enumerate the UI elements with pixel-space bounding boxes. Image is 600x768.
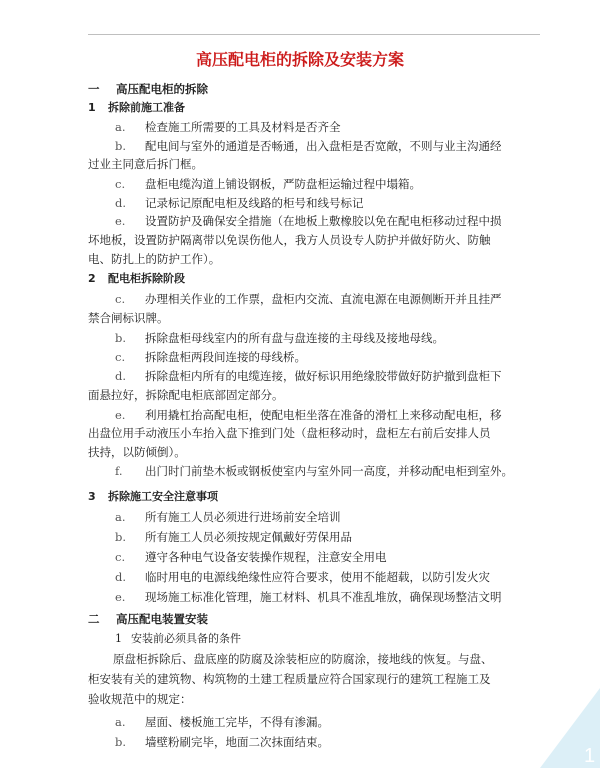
safety-list-item: [115, 570, 490, 584]
item-text: 所有施工人员必须按规定佩戴好劳保用品: [145, 530, 352, 544]
list-marker: c.: [115, 292, 126, 306]
page-title: 高压配电柜的拆除及安装方案: [195, 50, 404, 69]
list-marker: e.: [115, 590, 126, 604]
section-1-2-heading: [88, 272, 185, 286]
item-text: 墙壁粉刷完毕，地面二次抹面结束。: [145, 735, 329, 749]
list-marker: a.: [115, 120, 126, 134]
section-1-3-heading-title: 拆除施工安全注意事项: [108, 490, 218, 503]
removal-list-item: [115, 464, 513, 478]
section-2-heading-number: 二: [88, 612, 100, 626]
section-1-1-heading-title: 拆除前施工准备: [108, 101, 185, 114]
section-2-heading: [88, 612, 208, 626]
section-2-1-heading: [115, 632, 241, 646]
item-text: 设置防护及确保安全措施（在地板上敷橡胶以免在配电柜移动过程中损: [145, 214, 502, 228]
section-1-1-heading: [88, 101, 185, 115]
item-text: 记录标记原配电柜及线路的柜号和线号标记: [145, 196, 364, 210]
prep-list-item: [115, 120, 341, 134]
section-1-3-heading: [88, 490, 218, 504]
list-marker: d.: [115, 369, 127, 383]
item-text: 拆除盘柜两段间连接的母线桥。: [145, 350, 306, 364]
list-marker: c.: [115, 350, 126, 364]
item-text: 临时用电的电源线绝缘性应符合要求，使用不能超载，以防引发火灾: [145, 570, 490, 584]
safety-list-item: [115, 590, 502, 604]
section-1-2-heading-title: 配电柜拆除阶段: [108, 272, 185, 285]
section-2-1-heading-title: 安装前必须具备的条件: [131, 632, 241, 645]
item-text: 配电间与室外的通道是否畅通，出入盘柜是否宽敞，不则与业主沟通经: [145, 139, 502, 153]
item-text: 拆除盘柜母线室内的所有盘与盘连接的主母线及接地母线。: [145, 331, 444, 345]
item-text: 办理相关作业的工作票，盘柜内交流、直流电源在电源侧断开并且挂严: [145, 292, 502, 306]
list-marker: a.: [115, 510, 126, 524]
install-conditions-paragraph: 验收规范中的规定：: [88, 692, 192, 706]
safety-list-item: [115, 550, 387, 564]
top-rule: [88, 34, 540, 35]
removal-list-item-continuation: 扶持，以防倾倒）。: [88, 445, 186, 459]
section-1-heading-number: 一: [88, 82, 100, 96]
list-marker: b.: [115, 530, 127, 544]
prep-list-item-continuation: 电、防扎上的防护工作）。: [88, 252, 221, 266]
list-marker: f.: [115, 464, 123, 478]
section-1-1-heading-number: 1: [88, 101, 96, 114]
install-conditions-paragraph: 原盘柜拆除后、盘底座的防腐及涂装柜应的防腐涂，接地线的恢复。与盘、: [113, 652, 493, 666]
section-2-1-heading-number: 1: [115, 632, 122, 645]
safety-list-item: [115, 530, 352, 544]
item-text: 出门时门前垫木板或钢板使室内与室外同一高度，并移动配电柜到室外。: [145, 464, 513, 478]
item-text: 拆除盘柜内所有的电缆连接，做好标识用绝缘胶带做好防护撤到盘柜下: [145, 369, 502, 383]
list-marker: d.: [115, 196, 127, 210]
removal-list-item: [115, 331, 444, 345]
item-text: 遵守各种电气设备安装操作规程，注意安全用电: [145, 550, 387, 564]
prep-list-item: [115, 177, 421, 191]
section-1-2-heading-number: 2: [88, 272, 96, 285]
item-text: 所有施工人员必须进行进场前安全培训: [145, 510, 341, 524]
item-text: 检查施工所需要的工具及材料是否齐全: [145, 120, 341, 134]
install-conditions-paragraph: 柜安装有关的建筑物、构筑物的土建工程质量应符合国家现行的建筑工程施工及: [88, 672, 491, 686]
list-marker: b.: [115, 331, 127, 345]
section-1-3-heading-number: 3: [88, 490, 96, 503]
list-marker: b.: [115, 139, 127, 153]
removal-list-item-continuation: 禁合闸标识牌。: [88, 311, 169, 325]
list-marker: d.: [115, 570, 127, 584]
page-number: 1: [584, 745, 596, 767]
prep-list-item: [115, 214, 502, 228]
list-marker: b.: [115, 735, 127, 749]
item-text: 屋面、楼板施工完毕，不得有渗漏。: [145, 715, 329, 729]
list-marker: c.: [115, 550, 126, 564]
removal-list-item: [115, 369, 502, 383]
install-list-item: [115, 735, 329, 749]
list-marker: e.: [115, 408, 126, 422]
section-1-heading-title: 高压配电柜的拆除: [116, 82, 208, 96]
list-marker: a.: [115, 715, 126, 729]
prep-list-item-continuation: 过业主同意后拆门框。: [88, 157, 203, 171]
install-list-item: [115, 715, 329, 729]
section-1-heading: [88, 82, 208, 96]
page-corner-decoration: [540, 648, 600, 768]
safety-list-item: [115, 510, 341, 524]
removal-list-item-continuation: 出盘位用手动液压小车抬入盘下推到门处（盘柜移动时，盘柜左右前后安排人员: [88, 426, 491, 440]
removal-list-item-continuation: 面悬拉好，拆除配电柜底部固定部分。: [88, 388, 284, 402]
item-text: 现场施工标准化管理，施工材料、机具不准乱堆放，确保现场整洁文明: [145, 590, 502, 604]
section-2-heading-title: 高压配电装置安装: [116, 612, 208, 626]
removal-list-item: [115, 292, 502, 306]
item-text: 利用撬杠抬高配电柜，使配电柜坐落在准备的滑杠上来移动配电柜，移: [145, 408, 502, 422]
item-text: 盘柜电缆沟道上铺设钢板，严防盘柜运输过程中塌箱。: [145, 177, 421, 191]
prep-list-item: [115, 196, 364, 210]
removal-list-item: [115, 408, 502, 422]
prep-list-item: [115, 139, 502, 153]
removal-list-item: [115, 350, 306, 364]
list-marker: e.: [115, 214, 126, 228]
list-marker: c.: [115, 177, 126, 191]
prep-list-item-continuation: 坏地板，设置防护隔离带以免误伤他人，我方人员设专人防护并做好防火、防触: [88, 233, 491, 247]
